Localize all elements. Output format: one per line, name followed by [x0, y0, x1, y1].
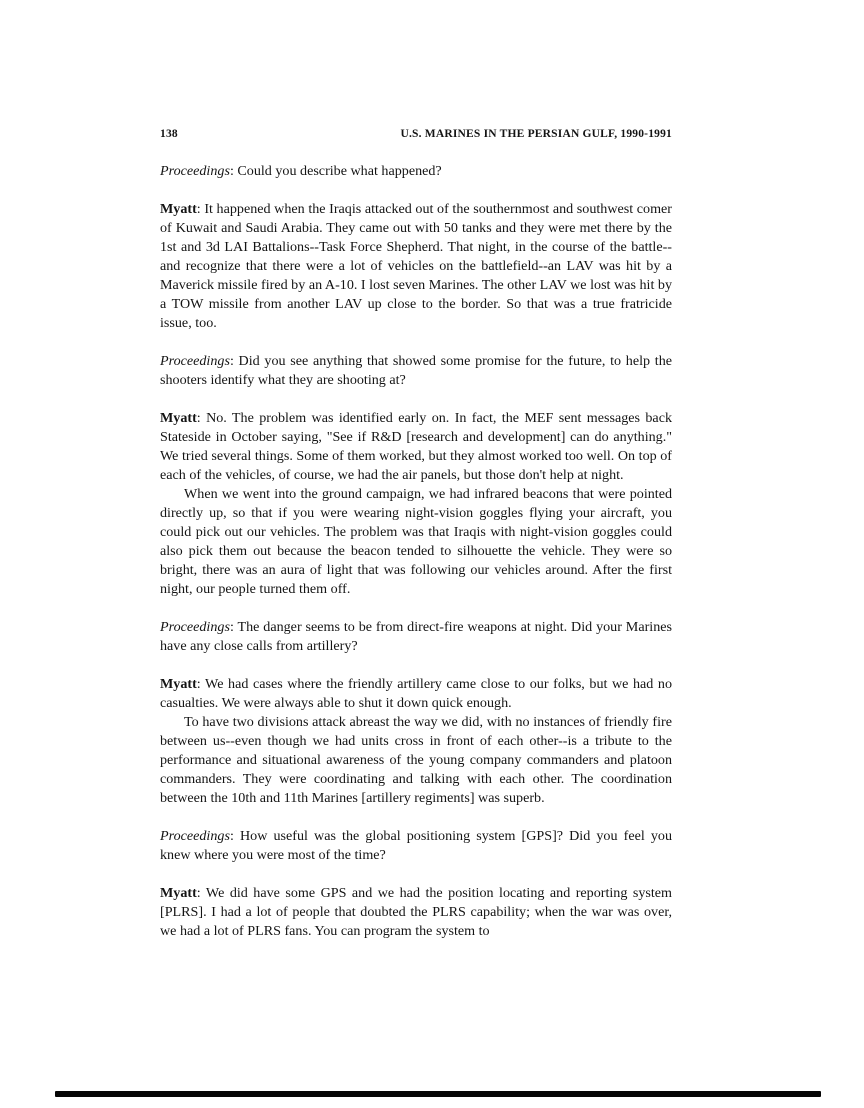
page-body — [160, 162, 672, 941]
question-paragraph — [160, 827, 672, 865]
speaker-label: Proceedings — [160, 828, 230, 844]
speaker-label: Myatt — [160, 885, 197, 901]
question-paragraph — [160, 162, 672, 181]
answer-paragraph — [160, 675, 672, 713]
paragraph-text: : Could you describe what happened? — [229, 163, 442, 179]
paragraph-text: : It happened when the Iraqis attacked out of the southernmost and southwest comer of Kuwait and Saudi Arabia. They came out with 50 tanks and they were met there by the 1st and 3d LAI Battalions--Task Force Shepherd. That night, in the course of the battle--and recognize that there were a lot of vehicles on the battlefield--an LAV was hit by a Maverick missile fired by an A-10. I lost seven Marines. The other LAV we lost was hit by a TOW missile from another LAV up close to the border. So that was a true fratricide issue, too. — [160, 201, 672, 331]
speaker-label: Myatt — [160, 676, 197, 692]
paragraph-text: To have two divisions attack abreast the way we did, with no instances of friendly fire between us--even though we had units cross in front of each other--is a tribute to the performance and situational awareness of the young company commanders and platoon commanders. They were coordinating and talking with each other. The coordination between the 10th and 11th Marines [artillery regiments] was superb. — [160, 714, 672, 806]
answer-continuation-paragraph — [160, 485, 672, 599]
speaker-label: Myatt — [160, 201, 197, 217]
question-paragraph — [160, 618, 672, 656]
speaker-label: Proceedings — [160, 619, 230, 635]
speaker-label: Myatt — [160, 410, 197, 426]
paragraph-text: : No. The problem was identified early on. In fact, the MEF sent messages back Stateside in October saying, "See if R&D [research and development] can do anything." We tried several things. Some of them worked, but they almost worked too well. On top of each of the vehicles, of course, we had the air panels, but those don't help at night. — [160, 410, 672, 483]
speaker-label: Proceedings — [160, 353, 230, 369]
running-header — [160, 128, 672, 140]
paragraph-text: : The danger seems to be from direct-fire weapons at night. Did your Marines have any close calls from artillery? — [160, 619, 672, 654]
answer-continuation-paragraph — [160, 713, 672, 808]
paragraph-text: : We did have some GPS and we had the position locating and reporting system [PLRS]. I had a lot of people that doubted the PLRS capability; when the war was over, we had a lot of PLRS fans. You can program the system to — [160, 885, 672, 939]
running-header-title: U.S. MARINES IN THE PERSIAN GULF, 1990-1991 — [400, 128, 672, 140]
paragraph-text: : Did you see anything that showed some promise for the future, to help the shooters identify what they are shooting at? — [160, 353, 672, 388]
answer-paragraph — [160, 200, 672, 333]
paragraph-text: : How useful was the global positioning system [GPS]? Did you feel you knew where you were most of the time? — [160, 828, 672, 863]
paragraph-text: : We had cases where the friendly artillery came close to our folks, but we had no casualties. We were always able to shut it down quick enough. — [160, 676, 672, 711]
paragraph-text: When we went into the ground campaign, we had infrared beacons that were pointed directly up, so that if you were wearing night-vision goggles flying your aircraft, you could pick out our vehicles. The problem was that Iraqis with night-vision goggles could also pick them out because the beacon tended to silhouette the vehicle. They were so bright, there was an aura of light that was following our vehicles around. After the first night, our people turned them off. — [160, 486, 672, 597]
answer-paragraph — [160, 409, 672, 485]
page-number: 138 — [160, 128, 178, 140]
question-paragraph — [160, 352, 672, 390]
scan-artifact-line — [55, 1091, 821, 1097]
speaker-label: Proceedings — [160, 163, 230, 179]
answer-paragraph — [160, 884, 672, 941]
